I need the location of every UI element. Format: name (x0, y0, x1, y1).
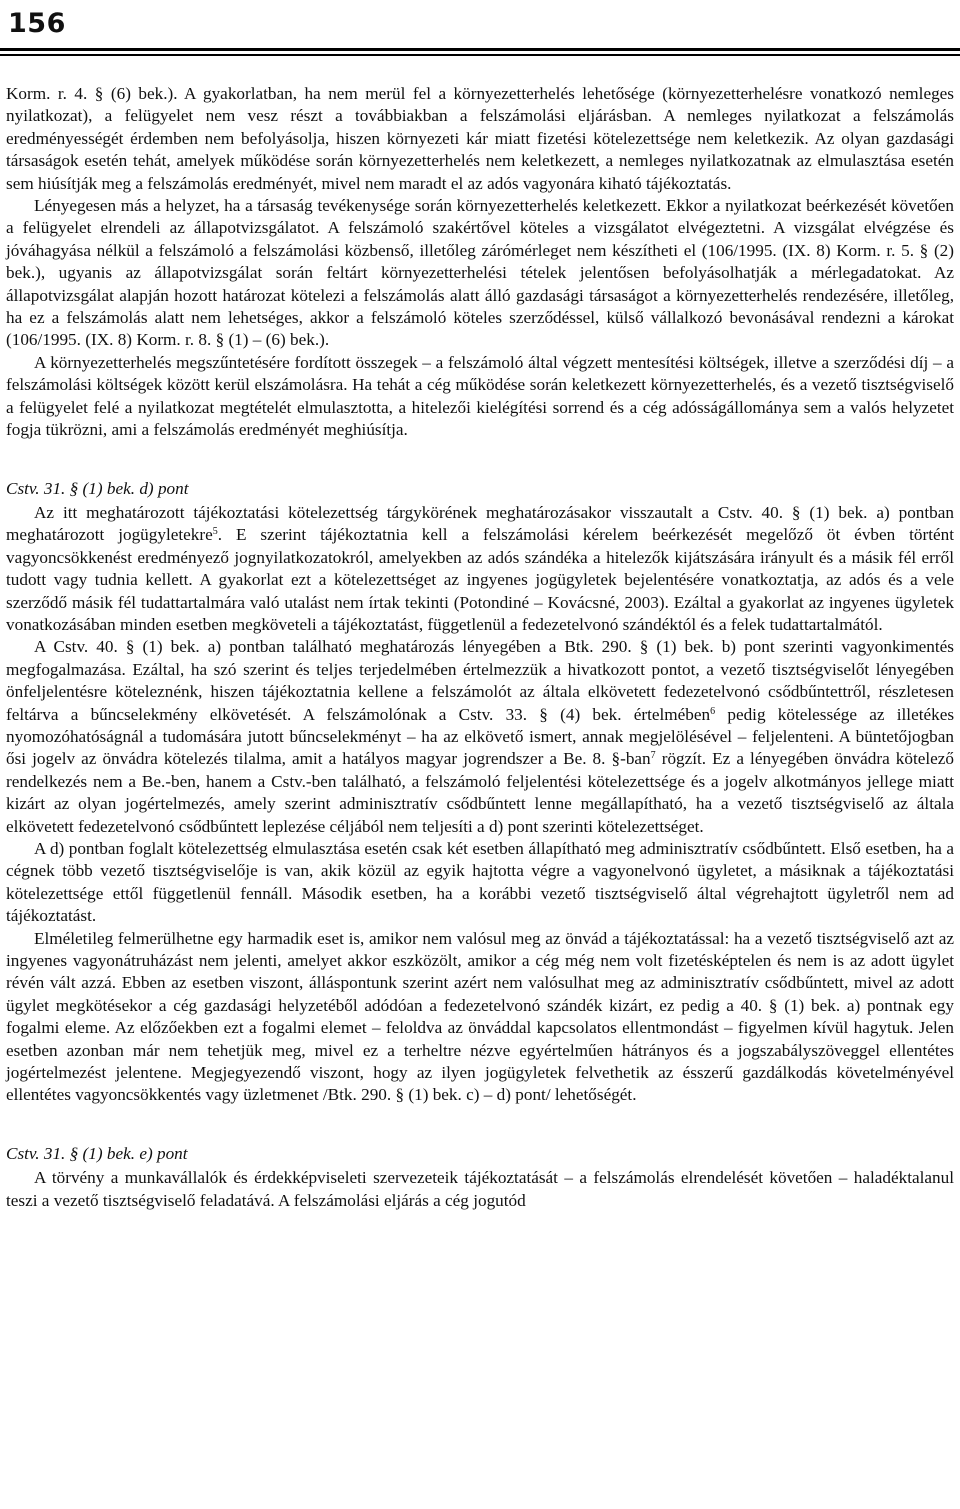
paragraph (6, 502, 954, 636)
paragraph: A d) pontban foglalt kötelezettség elmulasztása esetén csak két esetben állapítható meg adminisztratív csődbűntett. Első esetben, ha a cégnek több vezető tisztségviselője is van, akik közül az egyik hajtotta végre a vagyonelvonó ügyletet, a másiknak a tájékoztatási kötelezettsége ettől függetlenül fennáll. Második esetben, ha a korábbi vezető tisztségviselő által végrehajtott ügyletről nem ad tájékoztatást. (6, 839, 954, 926)
header-rule-thin (0, 54, 960, 56)
paragraph: Lényegesen más a helyzet, ha a társaság tevékenysége során környezetterhelés keletkezett. Ekkor a nyilatkozat beérkezését követően a felügyelet elrendeli az állapotvizsgálatot. A felszámoló szakértővel köteles a vizsgálatot elvégeztetni. A vizsgálat elvégzése és jóváhagyása nélkül a felszámoló a felszámolási közbenső, illetőleg zárómérleget nem készítheti el (106/1995. (IX. 8) Korm. r. 5. § (2) bek.), ugyanis az állapotvizsgálat során feltárt környezetterhelési tételek jelentősen befolyásolhatják a mérlegadatokat. Az állapotvizsgálat alapján hozott határozat kötelezi a felszámolás alatt álló gazdasági társaságot a környezetterhelés rendezésére, illetőleg, ha ez a felszámolás alatt nem lehetséges, akkor a felszámoló köteles szerződéssel, külső vállalkozó bevonásával rendezni a károkat (106/1995. (IX. 8) Korm. r. 8. § (1) – (6) bek.). (6, 196, 954, 350)
paragraph-text: Az itt meghatározott tájékoztatási kötelezettség tárgykörének meghatározásakor visszautalt a Cstv. 40. § (1) bek. a) pontban meghatározott jogügyletekre (6, 502, 954, 545)
paragraph-text: rögzít. Ez a lényegében önvádra kötelező rendelkezés nem a Be.-ben, hanem a Cstv.-ben található, a felszámoló feljelentési kötelezettsége és a jogelv alkotmányos jellege miatt kizárt az olyan jogértelmezés, amely szerint adminisztratív csődbűntett lenne megállapítható, ha a vezető tisztségviselő az általa elkövetett fedezetelvonó csődbűntett leplezése céljából nem teljesíti a d) pont szerinti kötelezettséget. (6, 749, 954, 836)
page-number: 156 (8, 8, 66, 39)
header-rule (0, 48, 960, 51)
paragraph: A környezetterhelés megszűntetésére fordított összegek – a felszámoló által végzett mentesítési költségek, illetve a szerződési díj – a felszámolási költségek között kerül elszámolásra. Ha tehát a cég működése során keletkezett környezetterhelés, és a vezető tisztségviselő a felügyelet felé a nyilatkozat megtételét elmulasztotta, a hitelezői kielégítési sorrend és a cég adósságállománya sem a valós helyzetet fogja tükrözni, ami a felszámolás eredményét meghiúsítja. (6, 352, 954, 440)
body-text (6, 83, 954, 1212)
section-heading-e: Cstv. 31. § (1) bek. e) pont (6, 1143, 188, 1163)
paragraph-text: A Cstv. 40. § (1) bek. a) pontban található meghatározás lényegében a Btk. 290. § (1) bek. b) pont szerinti vagyonkimentés megfogalmazása. Ezáltal, ha szó szerint és teljes terjedelmében értelmezzük a hivatkozott pontot, a vezető tisztségviselőt lényegében önfeljelentésre köteleznénk, hiszen tájékoztatnia kellene a felszámolót az általa elkövetett fedezetelvonó csődbűntettről, részletesen feltárva a bűncselekmény elkövetését. A felszámolónak a Cstv. 33. § (4) bek. értelmében (6, 637, 954, 724)
paragraph: Elméletileg felmerülhetne egy harmadik eset is, amikor nem valósul meg az önvád a tájékoztatással: ha a vezető tisztségviselő azt az ingyenes vagyonátruházást nem jelenti, amelyet akkor eszközölt, amikor a cég még nem volt fizetésképtelen és nem is az adott ügylet révén vált azzá. Ebben az esetben viszont, álláspontunk szerint azért nem valósulhat meg az adminisztratív csődbűntett, mivel az adott ügylet megkötésekor a cég gazdasági helyzetéből adódóan a fedezetelvonó szándék kizárt, ez pedig a 40. § (1) bek. a) pontnak egy fogalmi eleme. Az előzőekben ezt a fogalmi elemet – feloldva az önváddal kapcsolatos ellentmondást – figyelmen kívül hagytuk. Jelen esetben azonban már nem tehetjük meg, mivel ez a terheltre nézve egyértelműen hátrányos és a jogszabályszöveggel ellentétes jogértelmezést jelentene. Megjegyezendő viszont, hogy az ilyen jogügyletek felvethetik az ésszerű gazdálkodás követelményével ellentétes vagyoncsökkentés vagy üzletmenet /Btk. 290. § (1) bek. c) – d) pont/ lehetőségét. (6, 928, 954, 1105)
paragraph: Korm. r. 4. § (6) bek.). A gyakorlatban, ha nem merül fel a környezetterhelés lehetősége (környezetterhelésre vonatkozó nemleges nyilatkozat), a felügyelet nem vesz részt a továbbiakban a felszámolási eljárásban. A nemleges nyilatkozat a felszámolás eredményességét érdemben nem befolyásolja, hiszen környezeti kár miatt fizetési kötelezettsége nem keletkezik. Az olyan gazdasági társaságok esetén tehát, amelyek működése során környezetterhelés nem keletkezett, a nemleges nyilatkozatnak az elmulasztása esetén sem hiúsítják meg a felszámolás eredményét, mivel nem maradt el az adós vagyonára kiható tájékoztatás. (6, 84, 954, 193)
section-heading-d: Cstv. 31. § (1) bek. d) pont (6, 478, 189, 498)
paragraph-text: pedig kötelessége az illetékes nyomozóhatóságnál a tudomására jutott bűncselekményt – ha az elkövető ismert, annak megjelölésével – feljelenteni. A büntetőjogban ősi jogelv az önvádra kötelezés tilalma, amit a hatályos magyar jogrendszer a Be. 8. §-ban (6, 704, 955, 769)
paragraph-text: . E szerint tájékoztatnia kell a felszámolási kérelem beérkezését megelőző öt évben történt vagyoncsökkenést eredményező jognyilatkozatokról, amelyekben az adós szándéka a hitelezők kijátszására irányult és a másik fél erről tudott vagy tudnia kellett. A gyakorlat ezt a kötelezettséget az ingyenes jogügyletek bejelentésére vonatkoztatja, az adós és a vele szerződő másik fél tudattartalmára való utalást nem írtak tekinti (Potondiné – Kovácsné, 2003). Ezáltal a gyakorlat az ingyenes ügyletek vonatkozásában minden esetben megköveteli a tájékoztatást, függetlenül a fedezetelvonó szándéktól és a felek tudattartalmától. (6, 525, 955, 634)
footnote-ref[interactable]: 7 (650, 750, 656, 762)
footnote-ref[interactable]: 6 (710, 705, 716, 717)
footnote-ref[interactable]: 5 (212, 526, 218, 538)
page-header (0, 0, 960, 56)
paragraph: A törvény a munkavállalók és érdekképviseleti szervezeteik tájékoztatását – a felszámolás elrendelését követően – haladéktalanul teszi a vezető tisztségviselő feladatává. A felszámolási eljárás a cég jogutód (6, 1168, 954, 1210)
paragraph (6, 636, 954, 838)
